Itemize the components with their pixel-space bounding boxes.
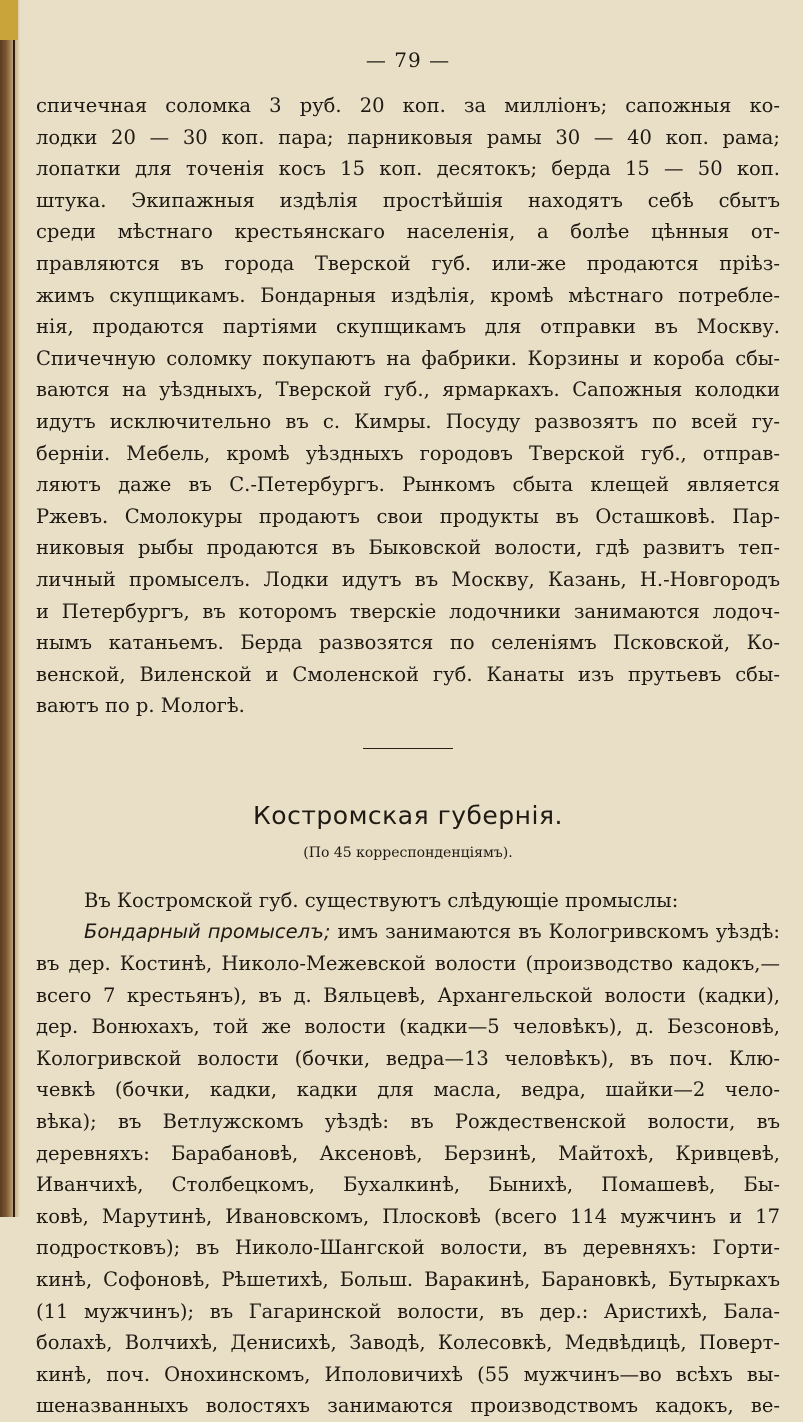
text-line: Спичечную соломку покупаютъ на фабрики. Корзины и короба сбы-	[36, 346, 780, 370]
lead-rest: имъ занимаются въ Кологривскомъ уѣздѣ:	[330, 920, 780, 944]
text-line: кинѣ, Софоновѣ, Рѣшетихѣ, Больш. Варакинѣ, Барановкѣ, Бутыркахъ	[36, 1268, 780, 1291]
section-heading: Костромская губернія.	[253, 800, 563, 830]
text-line: ляютъ даже въ С.-Петербургъ. Рынкомъ сбыта клещей является	[36, 473, 780, 497]
text-line: (11 мужчинъ); въ Гагаринской волости, въ дер.: Аристихѣ, Бала-	[36, 1299, 780, 1323]
text-line: жимъ скупщикамъ. Бондарныя издѣлія, кромѣ мѣстнаго потребле-	[36, 283, 780, 307]
text-line: ваютъ по р. Мологѣ.	[36, 694, 245, 718]
text-line: среди мѣстнаго крестьянскаго населенія, а болѣе цѣнныя от-	[36, 220, 780, 244]
scan-page-edge	[0, 0, 20, 1217]
text-line: ковѣ, Марутинѣ, Ивановскомъ, Плосковѣ (всего 114 мужчинъ и 17	[36, 1204, 780, 1228]
text-line: спичечная соломка 3 руб. 20 коп. за милліонъ; сапожныя ко-	[36, 94, 780, 117]
text-line: подростковъ); въ Николо-Шангской волости, въ деревняхъ: Горти-	[36, 1236, 780, 1260]
section-tver-text	[36, 90, 780, 722]
text-line: дер. Вонюхахъ, той же волости (кадки—5 человѣкъ), д. Безсоновѣ,	[36, 1015, 780, 1039]
text-line: лодки 20 — 30 коп. пара; парниковыя рамы 30 — 40 коп. рама;	[36, 125, 780, 149]
text-line: болахѣ, Волчихѣ, Денисихѣ, Заводѣ, Колесовкѣ, Медвѣдицѣ, Поверт-	[36, 1331, 780, 1355]
lead-italic-term: Бондарный промыселъ;	[84, 920, 331, 944]
section-subheading: (По 45 корреспонденціямъ).	[303, 844, 513, 861]
text-line: въ дер. Костинѣ, Николо-Межевской волости (производство кадокъ,—	[36, 952, 780, 976]
section-kostroma-text	[36, 885, 780, 1422]
text-line: штука. Экипажныя издѣлія простѣйшія находятъ себѣ сбытъ	[36, 188, 780, 212]
text-line: правляются въ города Тверской губ. или-же продаются пріѣз-	[36, 251, 780, 275]
text-line: личный промыселъ. Лодки идутъ въ Москву, Казань, Н.-Новгородъ	[36, 567, 780, 591]
text-line: Ржевъ. Смолокуры продаютъ свои продукты въ Осташковѣ. Пар-	[36, 504, 780, 528]
intro-line: Въ Костромской губ. существуютъ слѣдующіе промыслы:	[84, 888, 679, 912]
text-line: шеназванныхъ волостяхъ занимаются производствомъ кадокъ, ве-	[36, 1394, 780, 1418]
lead-line	[36, 916, 780, 948]
scan-corner-mark	[0, 0, 18, 40]
text-line: венской, Виленской и Смоленской губ. Канаты изъ прутьевъ сбы-	[36, 662, 780, 686]
text-line: нымъ катаньемъ. Берда развозятся по селеніямъ Псковской, Ко-	[36, 631, 780, 655]
text-line: лопатки для точенія косъ 15 коп. десятокъ; берда 15 — 50 коп.	[36, 157, 780, 181]
text-line: Иванчихѣ, Столбецкомъ, Бухалкинѣ, Бынихѣ, Помашевѣ, Бы-	[36, 1173, 780, 1197]
text-line: никовыя рыбы продаются въ Быковской волости, гдѣ развитъ теп-	[36, 536, 780, 560]
text-line: идутъ исключительно въ с. Кимры. Посуду развозятъ по всей гу-	[36, 409, 780, 433]
text-line: берніи. Мебель, кромѣ уѣздныхъ городовъ Тверской губ., отправ-	[36, 441, 780, 465]
binding-line	[13, 0, 15, 1217]
text-line: вѣка); въ Ветлужскомъ уѣздѣ: въ Рождественской волости, въ	[36, 1110, 780, 1134]
text-line: всего 7 крестьянъ), въ д. Вяльцевѣ, Архангельской волости (кадки),	[36, 983, 780, 1007]
page-number: — 79 —	[365, 48, 451, 72]
document-page	[36, 48, 780, 1422]
section-divider	[363, 748, 453, 749]
text-line: Кологривской волости (бочки, ведра—13 человѣкъ), въ поч. Клю-	[36, 1046, 780, 1070]
text-line: и Петербургъ, въ которомъ тверскіе лодочники занимаются лодоч-	[36, 599, 780, 623]
text-line: ваются на уѣздныхъ, Тверской губ., ярмаркахъ. Сапожныя колодки	[36, 378, 780, 402]
text-line: кинѣ, поч. Онохинскомъ, Иполовичихѣ (55 мужчинъ—во всѣхъ вы-	[36, 1362, 780, 1386]
text-line: деревняхъ: Барабановѣ, Аксеновѣ, Берзинѣ, Майтохѣ, Кривцевѣ,	[36, 1141, 780, 1165]
text-line: нія, продаются партіями скупщикамъ для отправки въ Москву.	[36, 315, 780, 339]
text-line: чевкѣ (бочки, кадки, кадки для масла, ведра, шайки—2 чело-	[36, 1078, 780, 1102]
